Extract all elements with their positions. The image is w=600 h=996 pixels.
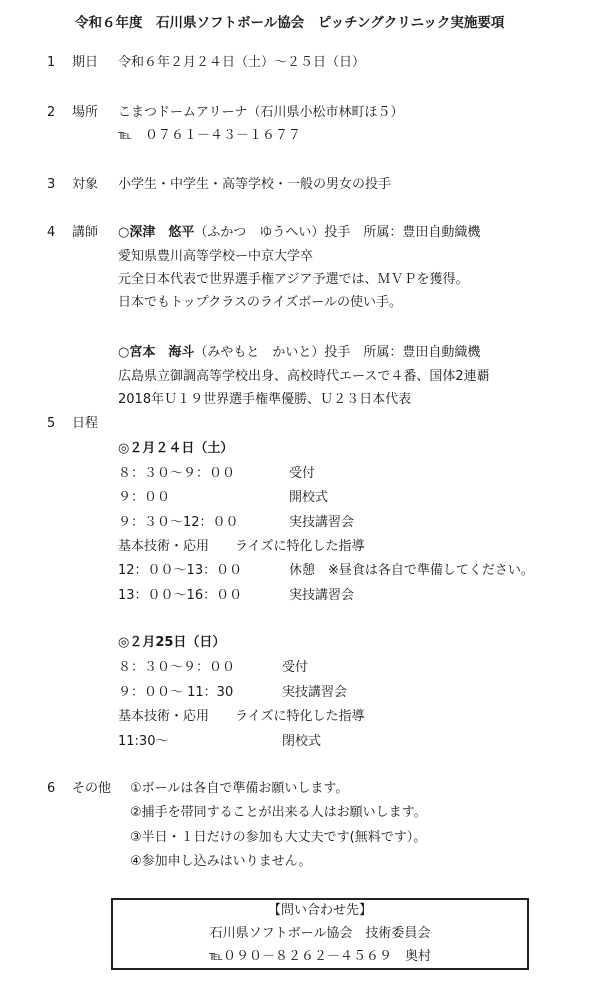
schedule-time: 11:30～ bbox=[118, 734, 169, 749]
other-item: ①ボールは各自で準備お願いします。 bbox=[130, 781, 349, 796]
section-number: 2 bbox=[47, 105, 56, 120]
section-number: 4 bbox=[47, 225, 56, 240]
day-1-heading: ◎２月２４日（土） bbox=[118, 441, 234, 456]
schedule-event: 実技講習会 bbox=[282, 685, 348, 700]
section-label: 日程 bbox=[72, 416, 99, 431]
other-item: ④参加申し込みはいりません。 bbox=[130, 854, 312, 869]
target-text: 小学生・中学生・高等学校・一般の男女の投手 bbox=[118, 177, 392, 192]
other-item: ②捕手を帯同することが出来る人はお願いします。 bbox=[130, 805, 427, 820]
section-label: 対象 bbox=[72, 177, 99, 192]
section-number: 3 bbox=[47, 177, 56, 192]
section-label: 期日 bbox=[72, 55, 99, 70]
schedule-event: 受付 bbox=[289, 466, 316, 481]
lecturer-2-heading bbox=[118, 344, 480, 362]
lecturer-1-info: （ふかつ ゆうへい）投手 所属：豊田自動織機 bbox=[194, 225, 481, 240]
schedule-event: 受付 bbox=[282, 660, 309, 675]
schedule-time: ８：３０～９：００ bbox=[118, 466, 236, 481]
schedule-event: 実技講習会 bbox=[289, 515, 355, 530]
lecturer-1-line: 元全日本代表で世界選手権アジア予選では、ＭＶＰを獲得。 bbox=[118, 272, 469, 287]
lecturer-1-name: ○深津 悠平 bbox=[118, 225, 195, 240]
schedule-time: ８：３０～９：００ bbox=[118, 660, 236, 675]
contact-tel: ℡０９０－８２６２－４５６９ 奥村 bbox=[209, 949, 431, 964]
section-label: 場所 bbox=[72, 105, 99, 120]
section-label: 講師 bbox=[72, 225, 99, 240]
section-label: その他 bbox=[72, 781, 112, 796]
schedule-note: 基本技術・応用 ライズに特化した指導 bbox=[118, 709, 365, 724]
lecturer-2-line: 2018年Ｕ１９世界選手権準優勝、Ｕ２３日本代表 bbox=[118, 392, 412, 407]
lecturer-1-line: 愛知県豊川高等学校ー中京大学卒 bbox=[118, 249, 314, 264]
date-text: 令和６年２月２４日（土）～２５日（日） bbox=[118, 55, 366, 70]
place-tel: ℡ ０７６１－４３－１６７７ bbox=[118, 128, 301, 143]
schedule-time: ９：００～ 11：30 bbox=[118, 685, 234, 700]
schedule-event: 実技講習会 bbox=[289, 588, 355, 603]
contact-box bbox=[111, 898, 529, 970]
schedule-time: 12：００～13：００ bbox=[118, 563, 243, 578]
schedule-note: 基本技術・応用 ライズに特化した指導 bbox=[118, 539, 365, 554]
contact-organization: 石川県ソフトボール協会 技術委員会 bbox=[209, 926, 431, 941]
section-number: 6 bbox=[47, 781, 56, 796]
page-title: 令和６年度 石川県ソフトボール協会 ピッチングクリニック実施要項 bbox=[75, 15, 505, 31]
schedule-time: 13：００～16：００ bbox=[118, 588, 243, 603]
section-number: 5 bbox=[47, 416, 56, 431]
contact-heading: 【問い合わせ先】 bbox=[267, 903, 372, 918]
schedule-time: ９：００ bbox=[118, 490, 171, 505]
place-text: こまつドームアリーナ（石川県小松市林町ほ５） bbox=[118, 105, 404, 120]
day-2-heading: ◎２月25日（日） bbox=[118, 635, 226, 650]
lecturer-2-name: ○宮本 海斗 bbox=[118, 345, 195, 360]
lecturer-2-info: （みやもと かいと）投手 所属：豊田自動織機 bbox=[194, 345, 481, 360]
lecturer-1-heading bbox=[118, 224, 480, 242]
lecturer-2-line: 広島県立御調高等学校出身、高校時代エースで４番、国体2連覇 bbox=[118, 369, 490, 384]
section-number: 1 bbox=[47, 55, 56, 70]
schedule-event: 休憩 ※昼食は各自で準備してください。 bbox=[289, 563, 534, 578]
schedule-event: 閉校式 bbox=[282, 734, 322, 749]
schedule-time: ９：３０～12：００ bbox=[118, 515, 239, 530]
lecturer-1-line: 日本でもトップクラスのライズボールの使い手。 bbox=[118, 295, 403, 310]
schedule-event: 開校式 bbox=[289, 490, 329, 505]
other-item: ③半日・１日だけの参加も大丈夫です(無料です）。 bbox=[130, 830, 427, 845]
